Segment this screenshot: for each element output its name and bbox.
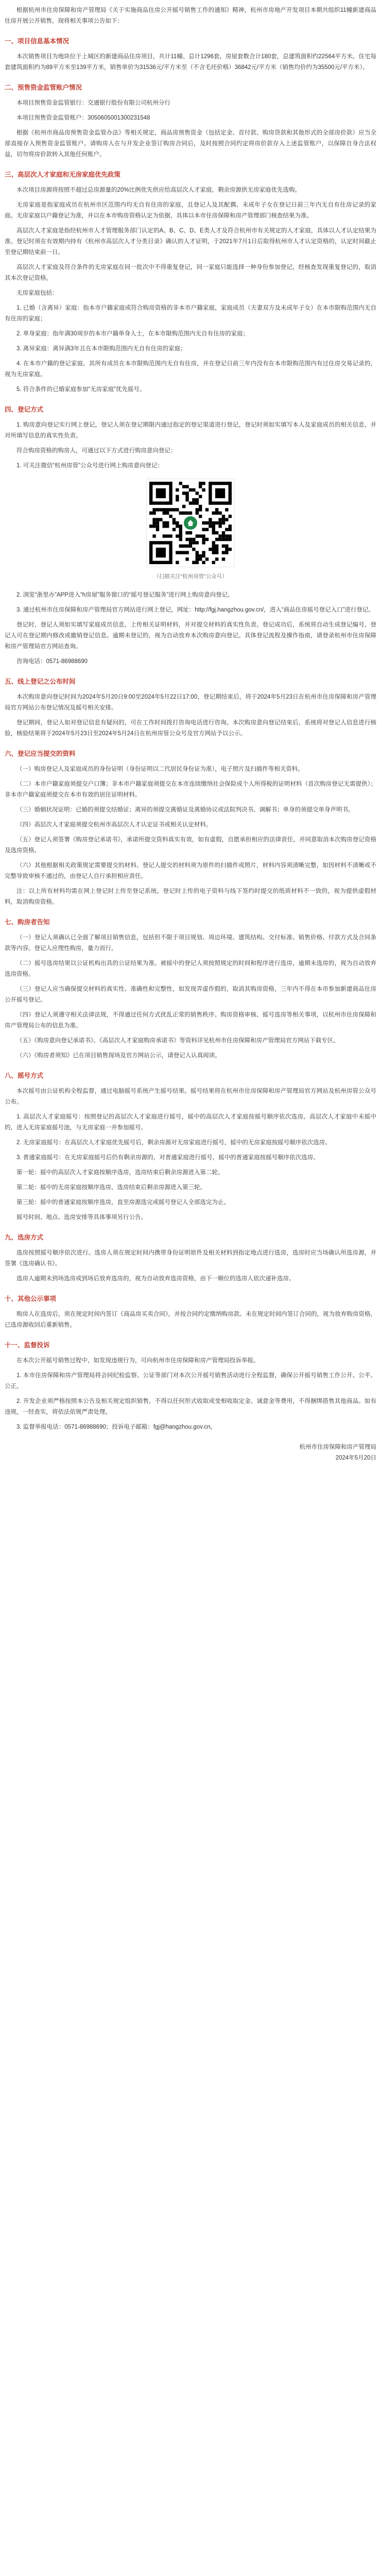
qr-code-icon bbox=[146, 479, 235, 567]
section-paragraph: （六）其他根据相关政策规定需要提交的材料。登记人提交的材料须为原件的扫描件或照片，材料内容须清晰完整，如因材料不清晰或不完整导致审核不通过的，由登记人自行承担相应责任。 bbox=[5, 862, 376, 879]
section-paragraph: 3. 普通家庭摇号：在无房家庭摇号后仍有剩余房源的，对普通家庭进行摇号，摇中的普通家庭按摇号顺序依次选房。 bbox=[16, 1155, 319, 1161]
section-paragraph: 本次购房意向登记时间为2024年5月20日9:00至2024年5月22日17:00，登记期结束后，将于2024年5月23日在杭州市住房保障和房产管理局官方网站公布登记情况及摇号相关安排。 bbox=[5, 694, 376, 711]
section-paragraph: 1. 已婚（含离异）家庭：指本市户籍家庭或符合购房资格的非本市户籍家庭，家庭成员（夫妻双方及未成年子女）在本市限购范围内无自有住房的家庭； bbox=[5, 305, 376, 322]
section-paragraph: 注：以上所有材料均需在网上登记时上传至登记系统。登记时上传的电子资料与线下签约时提交的纸质材料不一致的，视为提供虚假材料，取消购房资格。 bbox=[5, 888, 376, 905]
section-title: 十、其他公示事项 bbox=[5, 1295, 57, 1302]
section-paragraph: 购房人在选房后，须在规定时间内签订《商品房买卖合同》，并按合同约定缴纳购房款。未在规定时间内签订合同的，视为放弃购房资格，已选房源收回后重新销售。 bbox=[5, 1311, 376, 1328]
section-paragraph: 3. 监督举报电话：0571-86988690；投诉电子邮箱：fgj@hangzhou.gov.cn。 bbox=[16, 1424, 216, 1430]
section-title: 九、选房方式 bbox=[5, 1234, 44, 1241]
section-paragraph: 咨询电话：0571-86988690 bbox=[16, 658, 88, 665]
section-title: 五、线上登记之公布时间 bbox=[5, 678, 76, 685]
section-paragraph: 登记时，登记人须如实填写家庭成员信息，上传相关证明材料，并对提交材料的真实性负责。登记成功后，系统将自动生成登记编号，登记人可在登记期内修改或撤销登记信息。逾期未登记的，视为自动放弃本次购房意向登记。具体登记流程及操作指南，请登录杭州市住房保障和房产管理局官方网站查询。 bbox=[5, 622, 376, 650]
section-paragraph: 本次项目房源将按照不超过总房源量的20%比例优先供应给高层次人才家庭，剩余房源供无房家庭优先选购。 bbox=[16, 187, 301, 193]
signoff-org: 杭州市住房保障和房产管理局 bbox=[299, 1444, 376, 1450]
section-paragraph: （五）登记人须签署《购房登记承诺书》，承诺所提交资料真实有效，如有虚假，自愿承担相应的法律责任，并同意取消本次购房登记资格及选房资格。 bbox=[5, 837, 376, 854]
section-title: 十一、监督投诉 bbox=[5, 1342, 50, 1349]
section-title: 二、预售资金监管账户情况 bbox=[5, 84, 82, 91]
section-title: 四、登记方式 bbox=[5, 406, 44, 413]
signoff-date: 2024年5月20日 bbox=[335, 1455, 376, 1461]
section-title: 八、摇号方式 bbox=[5, 1072, 44, 1079]
section-paragraph: 2. 开发企业须严格按照本公告及相关规定组织销售，不得以任何形式收取或变相收取定金、诚意金等费用，不得捆绑搭售其他商品。如有违规，一经查实，将依法依规严肃处理。 bbox=[5, 1398, 376, 1415]
section-paragraph: 登记期间，登记人如对登记信息有疑问的，可在工作时间拨打咨询电话进行咨询。本次购房意向登记结束后，系统将对登记人信息进行核验，核验结果将于2024年5月23日至2024年5月24日在杭州房管公众号及官方网站予以公示。 bbox=[5, 720, 376, 737]
section-paragraph: 本次销售项目为地块位于上城区的新建商品住房项目，共计11幢、总计1296套，房屋套数合计180套，总建筑面积约22564平方米。住宅每套建筑面积约为89平方米至139平方米，销售单价为31536元/平方米至（不含毛坯价格）36842元/平方米（销售均价约为35500元/平方米）。 bbox=[5, 54, 376, 71]
section-title: 一、项目信息基本情况 bbox=[5, 38, 70, 45]
section-paragraph: （一）登记人须确认已全面了解项目销售信息，包括但不限于项目规划、周边环境、建筑结构、交付标准、销售价格、付款方式及合同条款等内容。登记人应理性购房，量力而行。 bbox=[5, 935, 376, 952]
section-paragraph: 选房按照摇号顺序依次进行。选房人须在规定时间内携带身份证明原件及相关材料到指定地点进行选房，选房时应当场确认所选房源，并签署《选房确认书》。 bbox=[5, 1250, 376, 1267]
section-paragraph: 无房家庭是指家庭成员在杭州市区范围内均无自有住房的家庭，且登记人及其配偶、未成年子女在登记日前三年内无自有住房记录的家庭。无房家庭以户籍登记为准，并以在本市购房资格认定为依据，具体以本市住房保障和房产管理部门核查结果为准。 bbox=[5, 202, 376, 219]
section-paragraph: 2. 浏览“浙里办”APP进入“h房屋”服务窗口的“摇号登记服务”进行网上购房意向登记。 bbox=[16, 592, 234, 598]
section-paragraph: 3. 离异家庭：离异满3年且在本市限购范围内无自有住房的家庭； bbox=[16, 346, 186, 352]
section-title: 七、购房者告知 bbox=[5, 919, 50, 926]
section-paragraph: （六）《购房者须知》已在项目销售现场及官方网站公示，请登记人认真阅读。 bbox=[16, 1053, 221, 1059]
qr-caption: （扫描关注“杭州房管”公众号） bbox=[153, 573, 228, 580]
section-paragraph: 5. 符合条件的已婚家庭参加“无房家庭”优先摇号。 bbox=[16, 386, 146, 393]
section-paragraph: 在本次公开摇号销售过程中，如发现违规行为，可向杭州市住房保障和房产管理局投诉举报。 bbox=[16, 1358, 259, 1364]
section-paragraph: 4. 在本市户籍的登记家庭，其所有成员在本市限购范围内无自有住房，并在登记日前三年内没有在本市限购范围内有过住房交易记录的，视为无房家庭。 bbox=[5, 361, 376, 378]
section-paragraph: 2. 单身家庭：指年满30周岁的本市户籍单身人士，在本市限购范围内无自有住房的家庭； bbox=[16, 331, 249, 337]
section-paragraph: 高层次人才家庭是指经杭州市人才管理服务部门认定的A、B、C、D、E类人才及符合杭州市有关规定的人才家庭，具体以人才认定结果为准。登记时须在有效期内持有《杭州市高层次人才分类目录》确认的人才证明，于2021年7月1日后取得杭州市人才认定资格的，认定时间截止至登记期结束前一日。 bbox=[5, 228, 376, 256]
section-paragraph: （二）本市户籍家庭须提交户口簿；非本市户籍家庭须提交在本市连续缴纳社会保险或个人所得税的证明材料（首次购房登记无需提供）；非本市户籍家庭须提交在本市有效的居住证明材料。 bbox=[5, 781, 376, 798]
section-paragraph: 选房人逾期未到场选房或到场后放弃选房的，视为自动放弃选房资格，由下一顺位的选房人依次递补选房。 bbox=[16, 1276, 295, 1282]
section-paragraph: 本次摇号由公证机构全程监督，通过电脑摇号系统产生摇号结果。摇号结果将在杭州市住房保障和房产管理局官方网站及杭州房管公众号公布。 bbox=[5, 1088, 376, 1105]
section-paragraph: （四）登记人须遵守相关法律法规，不得通过任何方式扰乱正常的销售秩序。购房资格审核、摇号选房等相关事项，以杭州市住房保障和房产管理局公布的信息为准。 bbox=[5, 1012, 376, 1029]
section-paragraph: 摇号时间、地点、选房安排等具体事项另行公告。 bbox=[16, 1214, 147, 1221]
signoff bbox=[5, 1442, 376, 1464]
section-paragraph: 1. 可关注微信“杭州房管”公众号进行网上购房意向登记： bbox=[16, 463, 163, 469]
section-paragraph: 第三轮：摇中的普通家庭按顺序选房，直至房源选完或摇号登记人全部选完为止。 bbox=[16, 1199, 230, 1206]
section-paragraph: 1. 购房意向登记实行网上登记，登记人须在登记期限内通过指定的登记渠道进行登记，登记时须如实填写本人及家庭成员的相关信息，并对所填写信息的真实性负责。 bbox=[5, 422, 376, 439]
section-title: 六、登记应当提交的资料 bbox=[5, 750, 76, 757]
section-paragraph: 本项目预售资金监管账户：3050605001300231548 bbox=[16, 115, 150, 121]
section-paragraph: 2. 无房家庭摇号：在高层次人才家庭优先摇号后，剩余房源对无房家庭进行摇号，摇中的无房家庭按摇号顺序依次选房。 bbox=[16, 1140, 331, 1146]
section-paragraph: 1. 高层次人才家庭摇号：按照登记的高层次人才家庭进行摇号，摇中的高层次人才家庭按摇号顺序依次选房。高层次人才家庭中未摇中的，进入无房家庭摇号池，与无房家庭一并参加摇号。 bbox=[5, 1114, 376, 1131]
section-paragraph: （一）购房登记人及家庭成员的身份证明（身份证明以二代居民身份证为准），电子照片及扫描件等相关资料。 bbox=[16, 766, 304, 772]
section-paragraph: 3. 通过杭州市住房保障和房产管理局官方网站进行网上登记，网址：http://fgj.hangzhou.gov.cn/，进入“商品住房摇号登记入口”进行登记。 bbox=[16, 607, 374, 613]
section-paragraph: （二）摇号选房结果以公证机构出具的公证结果为准。被摇中的登记人须按照规定的时间和程序进行选房，逾期未选房的，视为自动放弃选房资格。 bbox=[5, 960, 376, 977]
section-paragraph: 第二轮：摇中的无房家庭按顺序选房，选房结束后剩余房源进入第三轮。 bbox=[16, 1184, 206, 1191]
section-paragraph: 第一轮：摇中的高层次人才家庭按顺序选房，选房结束后剩余房源进入第二轮。 bbox=[16, 1170, 224, 1176]
section-title: 三、高层次人才家庭和无房家庭优先政策 bbox=[5, 171, 121, 178]
section-paragraph: （五）《购房意向登记承诺书》、《高层次人才家庭购房承诺书》等资料详见杭州市住房保障和房产管理局官方网站下载专区。 bbox=[16, 1038, 339, 1044]
section-paragraph: 高层次人才家庭及符合条件的无房家庭在同一批次中不得重复登记，同一家庭只能选择一种身份参加登记，经核查发现重复登记的，取消其本次登记资格。 bbox=[5, 264, 376, 281]
section-paragraph: （四）高层次人才家庭须提交杭州市高层次人才认定证书或相关认定材料。 bbox=[16, 822, 212, 828]
section-paragraph: 符合购房资格的购房人，可通过以下方式进行购房意向登记： bbox=[16, 448, 177, 454]
section-paragraph: （三）婚姻状况证明：已婚的须提交结婚证；离异的须提交离婚证及离婚协议或法院判决书、调解书；单身的须提交单身声明书。 bbox=[16, 807, 354, 813]
announcement-sections bbox=[5, 36, 376, 1433]
section-paragraph: 根据《杭州市商品房预售资金监管办法》等相关规定，商品房预售资金（包括定金、首付款、购房贷款和其他形式的全部房价款）应当全部直接存入预售资金监管账户。请购房人在与开发企业签订购房合同后，及时按照合同约定将房价款存入上述监管账户，以保障自身合法权益，切勿将房价款转入其他任何账户。 bbox=[5, 130, 376, 158]
intro-paragraph: 根据杭州市住房保障和房产管理局《关于实施商品住房公开摇号销售工作的通知》精神，杭州市房地产开发项目本期共组织11幢新建商品住房开展公开销售，现将相关事项公告如下： bbox=[5, 7, 376, 24]
section-paragraph: 1. 本市住房保障和房产管理局将会同纪检监察、公证等部门对本次公开摇号销售活动进行全程监督，确保公开摇号销售工作公开、公平、公正。 bbox=[5, 1372, 376, 1389]
qr-code-block bbox=[5, 479, 376, 581]
section-paragraph: （三）登记人应当确保提交材料的真实性、准确性和完整性，如发现弄虚作假的，取消其购房资格，三年内不得在本市参加新建商品住房公开摇号登记。 bbox=[5, 986, 376, 1003]
section-paragraph: 无房家庭包括： bbox=[16, 290, 58, 296]
section-paragraph: 本项目预售资金监管银行：交通银行股份有限公司杭州分行 bbox=[16, 100, 170, 106]
